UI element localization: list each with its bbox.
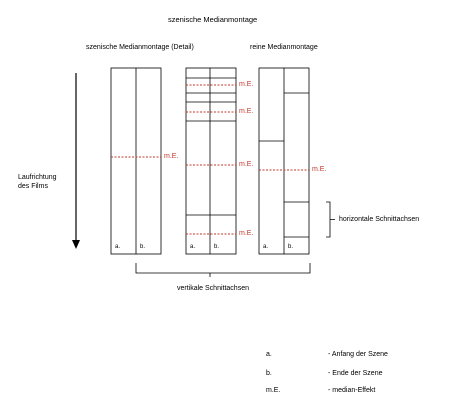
strip-label-b-scenic: b. [214, 244, 220, 250]
legend-key-b: b. [266, 370, 272, 377]
reel-scenic [186, 68, 236, 254]
strip-label-a-pure: a. [263, 244, 269, 250]
film-direction-label-line2: des Films [18, 183, 48, 190]
reel-pure [259, 68, 309, 254]
legend-value-a: - Anfang der Szene [328, 351, 388, 358]
horizontal-axes-bracket [326, 202, 335, 237]
legend-key-me: m.E. [266, 387, 281, 394]
strip-label-a-detail: a. [115, 244, 121, 250]
strip-label-b-detail: b. [140, 244, 146, 250]
vertical-axes-bracket [136, 263, 310, 277]
median-label-scenic-3: m.E. [239, 161, 254, 168]
legend-value-b: - Ende der Szene [328, 370, 383, 377]
legend-key-a: a. [266, 351, 272, 358]
vertical-axes-label: vertikale Schnittachsen [177, 285, 249, 292]
strip-label-a-scenic: a. [190, 244, 196, 250]
film-direction-arrow [72, 73, 80, 249]
horizontal-axes-label: horizontale Schnittachsen [339, 216, 420, 223]
reel-detail [111, 68, 161, 254]
median-label-scenic-1: m.E. [239, 81, 254, 88]
film-direction-label-line1: Laufrichtung [18, 174, 57, 181]
legend-value-me: - median-Effekt [328, 387, 376, 394]
median-label-scenic-2: m.E. [239, 108, 254, 115]
heading-detail: szenische Medianmontage (Detail) [86, 44, 194, 51]
median-label-pure: m.E. [312, 166, 327, 173]
strip-label-b-pure: b. [288, 244, 294, 250]
median-label-scenic-4: m.E. [239, 230, 254, 237]
median-lines-scenic [186, 85, 236, 234]
diagram-title: szenische Medianmontage [168, 15, 258, 24]
median-label-detail: m.E. [164, 153, 179, 160]
heading-pure: reine Medianmontage [250, 44, 318, 51]
